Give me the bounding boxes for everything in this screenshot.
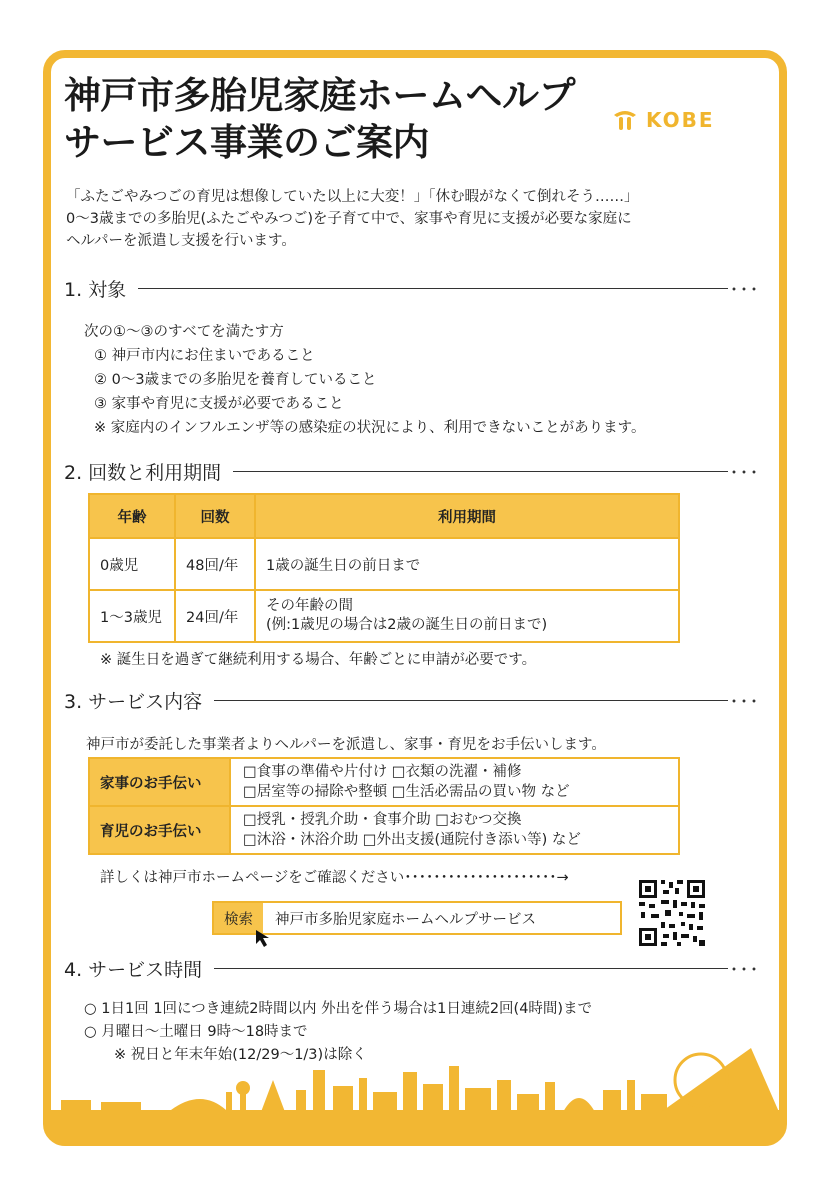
section-dots: ･･･ (729, 691, 760, 711)
table-row (89, 758, 679, 806)
cell-count: 48回/年 (175, 538, 255, 590)
table-row (89, 806, 679, 854)
target-item: ① 神戸市内にお住まいであること (94, 348, 315, 364)
section-heading-hours (64, 955, 760, 981)
section-dots: ･･･ (729, 959, 760, 979)
cell-count: 24回/年 (175, 590, 255, 642)
intro-text (66, 186, 638, 252)
hours-note: ※ 祝日と年末年始(12/29～1/3)は除く (114, 1047, 367, 1063)
period-line: その年齢の間 (266, 598, 353, 614)
header-period: 利用期間 (255, 494, 679, 538)
target-lead: 次の①～③のすべてを満たす方 (84, 324, 284, 340)
section-title: 1. 対象 (64, 278, 127, 301)
section-rule (214, 700, 728, 701)
section-dots: ･･･ (729, 279, 760, 299)
service-lead-text: 神戸市が委託した事業者よりヘルパーを派遣し、家事・育児をお手伝いします。 (86, 737, 606, 753)
cell-period (255, 538, 679, 590)
house-items (230, 758, 679, 806)
section-title: 2. 回数と利用期間 (64, 461, 222, 484)
hours-line: ○ 月曜日～土曜日 9時～18時まで (84, 1024, 308, 1040)
table-row (89, 538, 679, 590)
period-line: 1歳の誕生日の前日まで (266, 557, 421, 574)
detail-text: 詳しくは神戸市ホームページをご確認ください･････････････････････→ (100, 870, 569, 886)
target-item: ③ 家事や育児に支援が必要であること (94, 396, 344, 412)
kobe-skyline-illustration (51, 1040, 779, 1138)
section-title: 4. サービス時間 (64, 958, 203, 981)
detail-link-text (100, 866, 569, 890)
header-count: 回数 (175, 494, 255, 538)
kobe-mark-icon (612, 109, 638, 131)
search-keyword: 神戸市多胎児家庭ホームヘルプサービス (275, 911, 536, 928)
target-list (84, 320, 646, 440)
section-heading-target (64, 275, 760, 301)
section-heading-service (64, 687, 760, 713)
cell-age: 1～3歳児 (89, 590, 175, 642)
header-age: 年齢 (89, 494, 175, 538)
table-row (89, 590, 679, 642)
section-rule (233, 471, 728, 472)
intro-line-2: 0～3歳までの多胎児(ふたごやみつご)を子育て中で、家事や育児に支援が必要な家庭に (66, 211, 632, 227)
search-button[interactable]: 検索 (214, 903, 263, 933)
page-title (64, 72, 575, 166)
cell-period (255, 590, 679, 642)
target-note: ※ 家庭内のインフルエンザ等の感染症の状況により、利用できないことがあります。 (94, 420, 646, 436)
section-rule (214, 968, 728, 969)
service-table (88, 757, 680, 855)
cursor-arrow-icon (254, 928, 276, 948)
qr-code-icon[interactable] (637, 878, 707, 948)
kobe-logo (612, 108, 715, 132)
usage-note (100, 648, 536, 672)
house-line: □居室等の掃除や整頓 □生活必需品の買い物 など (243, 784, 570, 800)
section-heading-usage (64, 458, 760, 484)
service-lead (86, 733, 606, 757)
intro-line-1: 「ふたごやみつごの育児は想像していた以上に大変！」「休む暇がなくて倒れそう……」 (66, 189, 639, 205)
title-line-1: 神戸市多胎児家庭ホームヘルプ (64, 74, 575, 117)
cell-age: 0歳児 (89, 538, 175, 590)
section-dots: ･･･ (729, 462, 760, 482)
target-item: ② 0～3歳までの多胎児を養育していること (94, 372, 377, 388)
usage-note-text: ※ 誕生日を過ぎて継続利用する場合、年齢ごとに申請が必要です。 (100, 652, 537, 668)
section-rule (138, 288, 728, 289)
house-line: □食事の準備や片付け □衣類の洗濯・補修 (243, 764, 522, 780)
child-line: □授乳・授乳介助・食事介助 □おむつ交換 (243, 812, 522, 828)
usage-table (88, 493, 680, 643)
child-items (230, 806, 679, 854)
title-line-2: サービス事業のご案内 (64, 121, 429, 164)
section-title: 3. サービス内容 (64, 690, 203, 713)
intro-line-3: ヘルパーを派遣し支援を行います。 (66, 233, 296, 249)
table-header-row (89, 494, 679, 538)
house-label: 家事のお手伝い (89, 758, 230, 806)
hours-line: ○ 1日1回 1回につき連続2時間以内 外出を伴う場合は1日連続2回(4時間)まで (84, 1001, 593, 1017)
child-label: 育児のお手伝い (89, 806, 230, 854)
logo-text: KOBE (646, 108, 715, 132)
period-line: (例:1歳児の場合は2歳の誕生日の前日まで) (266, 617, 548, 633)
child-line: □沐浴・沐浴介助 □外出支援(通院付き添い等) など (243, 832, 581, 848)
